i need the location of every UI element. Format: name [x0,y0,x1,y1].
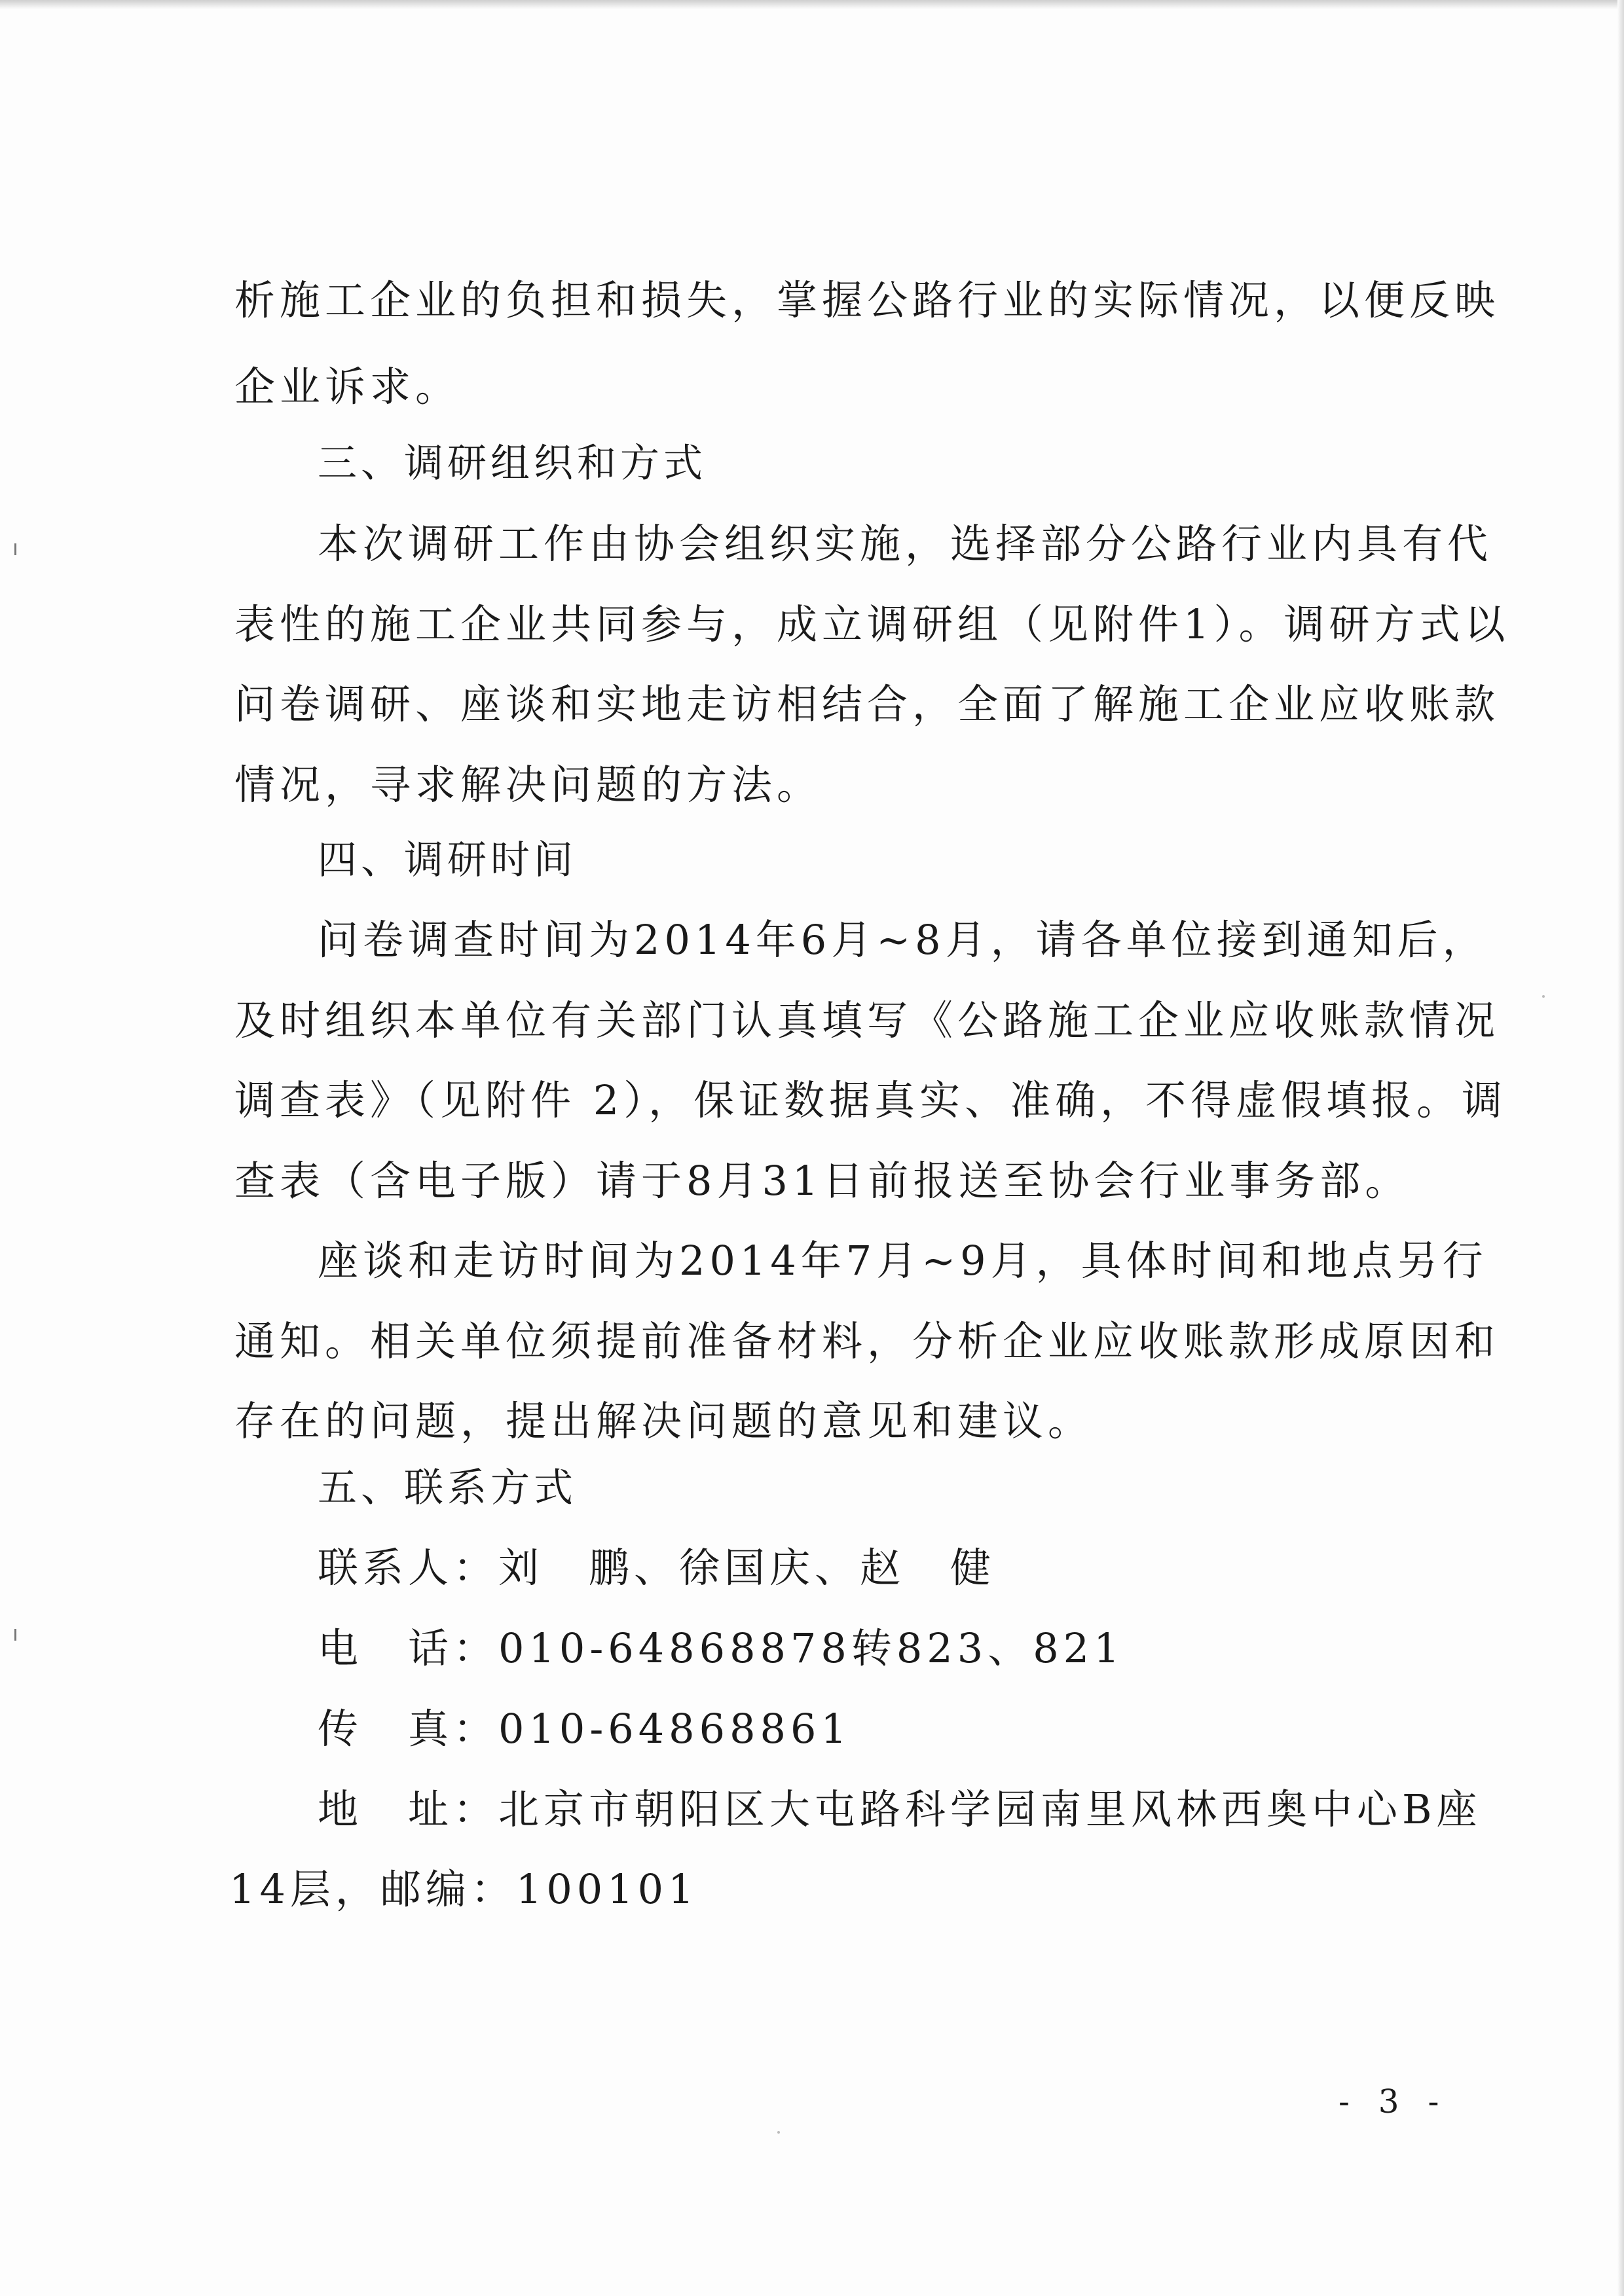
contact-phone: 电 话：010-64868878转823、821 [318,1624,1124,1672]
paragraph-line: 查表（含电子版）请于8月31日前报送至协会行业事务部。 [234,1157,1411,1205]
binding-mark [14,1629,16,1641]
section-heading: 四、调研时间 [318,837,577,883]
paragraph-line: 通知。相关单位须提前准备材料，分析企业应收账款形成原因和 [234,1317,1500,1365]
paragraph-line: 情况，寻求解决问题的方法。 [234,761,822,809]
scan-edge [0,0,1624,9]
paragraph-line: 问卷调查时间为2014年6月~8月，请各单位接到通知后， [318,916,1488,964]
binding-mark [14,543,16,555]
contact-postcode: 14层，邮编：100101 [229,1865,699,1913]
paragraph-line: 及时组织本单位有关部门认真填写《公路施工企业应收账款情况 [234,996,1500,1044]
paragraph-line: 存在的问题，提出解决问题的意见和建议。 [234,1397,1094,1445]
contact-fax: 传 真：010-64868861 [318,1705,851,1753]
section-heading: 五、联系方式 [318,1465,577,1511]
contact-address: 地 址：北京市朝阳区大屯路科学园南里风林西奥中心B座 [318,1785,1482,1833]
contact-person: 联系人：刘 鹏、徐国庆、赵 健 [318,1544,996,1592]
page-number: - 3 - [1338,2083,1449,2121]
paragraph-line: 问卷调研、座谈和实地走访相结合，全面了解施工企业应收账款 [234,680,1500,728]
paragraph-line: 本次调研工作由协会组织实施，选择部分公路行业内具有代 [318,520,1493,568]
scan-speck [777,2131,780,2134]
paragraph-line: 析施工企业的负担和损失，掌握公路行业的实际情况，以便反映 [234,276,1500,324]
scan-speck [1542,995,1545,998]
paragraph-line: 表性的施工企业共同参与，成立调研组（见附件1）。调研方式以 [234,600,1510,648]
paragraph-line: 调查表》（见附件 2），保证数据真实、准确，不得虚假填报。调 [234,1076,1507,1124]
paragraph-line: 企业诉求。 [234,363,461,410]
paragraph-line: 座谈和走访时间为2014年7月~9月，具体时间和地点另行 [318,1237,1488,1285]
section-heading: 三、调研组织和方式 [318,441,707,486]
scan-edge [1617,0,1624,2296]
